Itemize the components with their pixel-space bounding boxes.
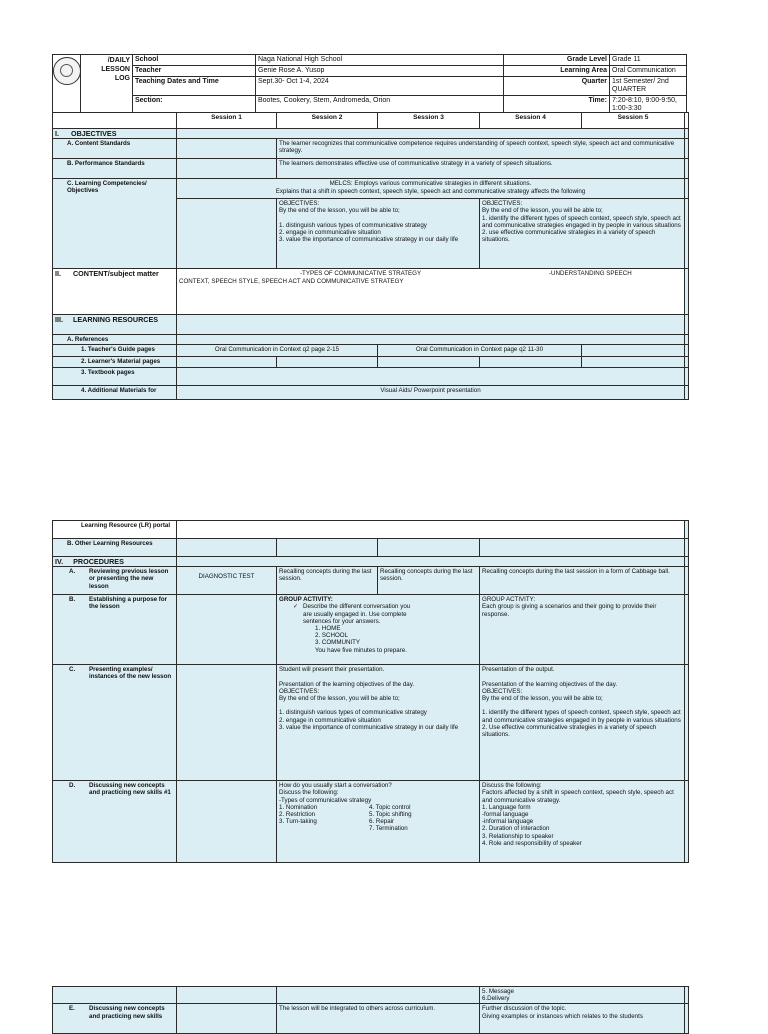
content-standards-label: A. Content Standards — [53, 139, 177, 159]
procedure-b-label: B. Establishing a purpose for the lesson — [53, 595, 177, 665]
melcs-cell — [177, 179, 685, 199]
session-4-header: Session 4 — [480, 113, 582, 129]
learners-material-label: 2. Learner's Material pages — [53, 357, 177, 367]
session-5-header: Session 5 — [582, 113, 685, 129]
explains-text: Explains that a shift in speech context, speech style, speech act and communicative strategy affects the following — [275, 188, 586, 196]
section-label: Section: — [133, 96, 256, 115]
area-value: Oral Communication — [610, 66, 687, 77]
quarter-value: 1st Semester/ 2nd QUARTER — [610, 77, 687, 96]
content-standards-text: The learner recognizes that communicative competence requires understanding of speech context, speech style, speech act and communicative strategy. — [277, 139, 685, 159]
content-line1-left: -TYPES OF COMMUNICATIVE STRATEGY — [300, 270, 422, 278]
dll-title: /DAILY LESSON LOG — [81, 55, 133, 115]
header-table — [52, 54, 687, 115]
content-line2: CONTEXT, SPEECH STYLE, SPEECH ACT AND COMMUNICATIVE STRATEGY — [179, 278, 404, 286]
content-line1-right: -UNDERSTANDING SPEECH — [549, 270, 632, 278]
grade-value: Grade 11 — [610, 55, 687, 66]
procedure-e-left: The lesson will be integrated to others across curriculum. — [277, 1004, 480, 1034]
melcs-text: MELCS: Employs various communicative strategies in different situations. — [329, 180, 532, 188]
session-1-header: Session 1 — [177, 113, 277, 129]
objectives-heading: I. OBJECTIVES — [53, 129, 177, 139]
competencies-label: C. Learning Competencies/ Objectives — [53, 179, 177, 269]
objectives-left-text: OBJECTIVES: By the end of the lesson, you will be able to; 1. distinguish various types of communicative strategy 2. engage in communicative situation 3. value the importance of communicative strategy in our daily life — [277, 199, 480, 269]
area-label: Learning Area — [504, 66, 610, 77]
checkmark-icon: ✓ — [293, 603, 299, 611]
teachers-guide-label: 1. Teacher's Guide pages — [53, 345, 177, 357]
content-text — [177, 269, 685, 315]
school-value: Naga National High School — [256, 55, 504, 66]
references-label: A. References — [53, 335, 177, 345]
dates-value: Sept.30- Oct 1-4, 2024 — [256, 77, 504, 96]
procedure-a-label: A. Reviewing previous lesson or presenting the new lesson — [53, 567, 177, 595]
procedure-a-session45: Recalling concepts during the last session in a form of Cabbage ball. — [480, 567, 685, 595]
other-resources-label: B. Other Learning Resources — [53, 539, 177, 557]
lesson-table-part2 — [52, 520, 689, 863]
lr-portal-label: Learning Resource (LR) portal — [53, 521, 177, 539]
additional-materials-label: 4. Additional Materials for — [53, 385, 177, 399]
session-header-row — [53, 113, 689, 129]
teacher-value: Genie Rose A. Yusop — [256, 66, 504, 77]
time-label: Time: — [504, 96, 610, 115]
session-2-header: Session 2 — [277, 113, 378, 129]
teachers-guide-right: Oral Communication in Context page q2 11-30 — [378, 345, 582, 357]
teacher-label: Teacher — [133, 66, 256, 77]
textbook-label: 3. Textbook pages — [53, 367, 177, 385]
procedure-c-left: Student will present their presentation. Presentation of the learning objectives of the day. OBJECTIVES: By the end of the lesson, you will be able to; 1. distinguish various types of communicative strategy 2. engage in communicative situation 3. value the importance of communicative strategy in our daily life — [277, 665, 480, 781]
resources-heading: III. LEARNING RESOURCES — [53, 315, 177, 335]
content-label: II. CONTENT/subject matter — [53, 269, 177, 315]
school-label: School — [133, 55, 256, 66]
procedure-a-session1: DIAGNOSTIC TEST — [177, 567, 277, 595]
procedure-d-right: Discuss the following: Factors affected by a shift in speech context, speech style, speech act and communicative strategy. 1. Language form -formal language -informal language 2. Duration of interaction 3. Relationship to speaker 4. Role and responsibility of speaker — [480, 781, 685, 863]
dates-label: Teaching Dates and Time — [133, 77, 256, 96]
lesson-table-part3 — [52, 986, 689, 1034]
procedures-heading: IV. PROCEDURES — [53, 557, 177, 567]
procedure-e-right: Further discussion of the topic. Giving examples or instances which relates to the students — [480, 1004, 685, 1034]
procedure-d-label: D. Discussing new concepts and practicing new skills #1 — [53, 781, 177, 863]
procedure-b-left: GROUP ACTIVITY: ✓ Describe the different conversation you are usually engaged in. Use complete sentences for your answers. 1. HOME 2. SCHOOL 3. COMMUNITY You have five minutes to prepare. — [277, 595, 480, 665]
performance-standards-text: The learners demonstrates effective use of communicative strategy in a variety of speech situations. — [277, 159, 685, 179]
deped-seal-cell — [53, 55, 81, 115]
grade-label: Grade Level — [504, 55, 610, 66]
procedure-c-label: C. Presenting examples/ instances of the new lesson — [53, 665, 177, 781]
teachers-guide-left: Oral Communication in Context q2 page 2-15 — [177, 345, 378, 357]
objectives-right-text: OBJECTIVES: By the end of the lesson, you will be able to; 1. identify the different types of speech context, speech style, speech act and communicative strategies engaged in by people in various situations 2. use effective communicative strategies in a variety of speech situations. — [480, 199, 685, 269]
procedure-a-session3: Recalling concepts during the last session. — [378, 567, 480, 595]
procedure-b-right: GROUP ACTIVITY: Each group is giving a scenarios and their going to provide their response. — [480, 595, 685, 665]
performance-standards-label: B. Performance Standards — [53, 159, 177, 179]
procedure-d-continued: 5. Message 6.Delivery — [480, 987, 685, 1004]
quarter-label: Quarter — [504, 77, 610, 96]
procedure-a-session2: Recalling concepts during the last session. — [277, 567, 378, 595]
additional-materials-value: Visual Aids/ Powerpoint presentation — [177, 385, 685, 399]
procedure-c-right: Presentation of the output. Presentation of the learning objectives of the day. OBJECTIVES: By the end of the lesson, you will be able to; 1. identify the different types of speech context, speech style, speech act and communicative strategies engaged in by people in various situations 2. Use effective communicative strategies in a variety of speech situations. — [480, 665, 685, 781]
procedure-d-left: How do you usually start a conversation? Discuss the following: -Types of communicative strategy 1. Nomination 2. Restriction 3. Turn-taking 4. Topic control 5. Topic shifting 6. Repair 7. Termination — [277, 781, 480, 863]
session-3-header: Session 3 — [378, 113, 480, 129]
time-value: 7:20-8:10, 9:00-9:50, 1:00-3:30 — [610, 96, 687, 115]
section-value: Bootes, Cookery, Stem, Andromeda, Orion — [256, 96, 504, 115]
deped-seal-icon — [53, 57, 81, 85]
lesson-table-part1 — [52, 112, 689, 400]
procedure-e-label: E. Discussing new concepts and practicing new skills — [53, 1004, 177, 1034]
